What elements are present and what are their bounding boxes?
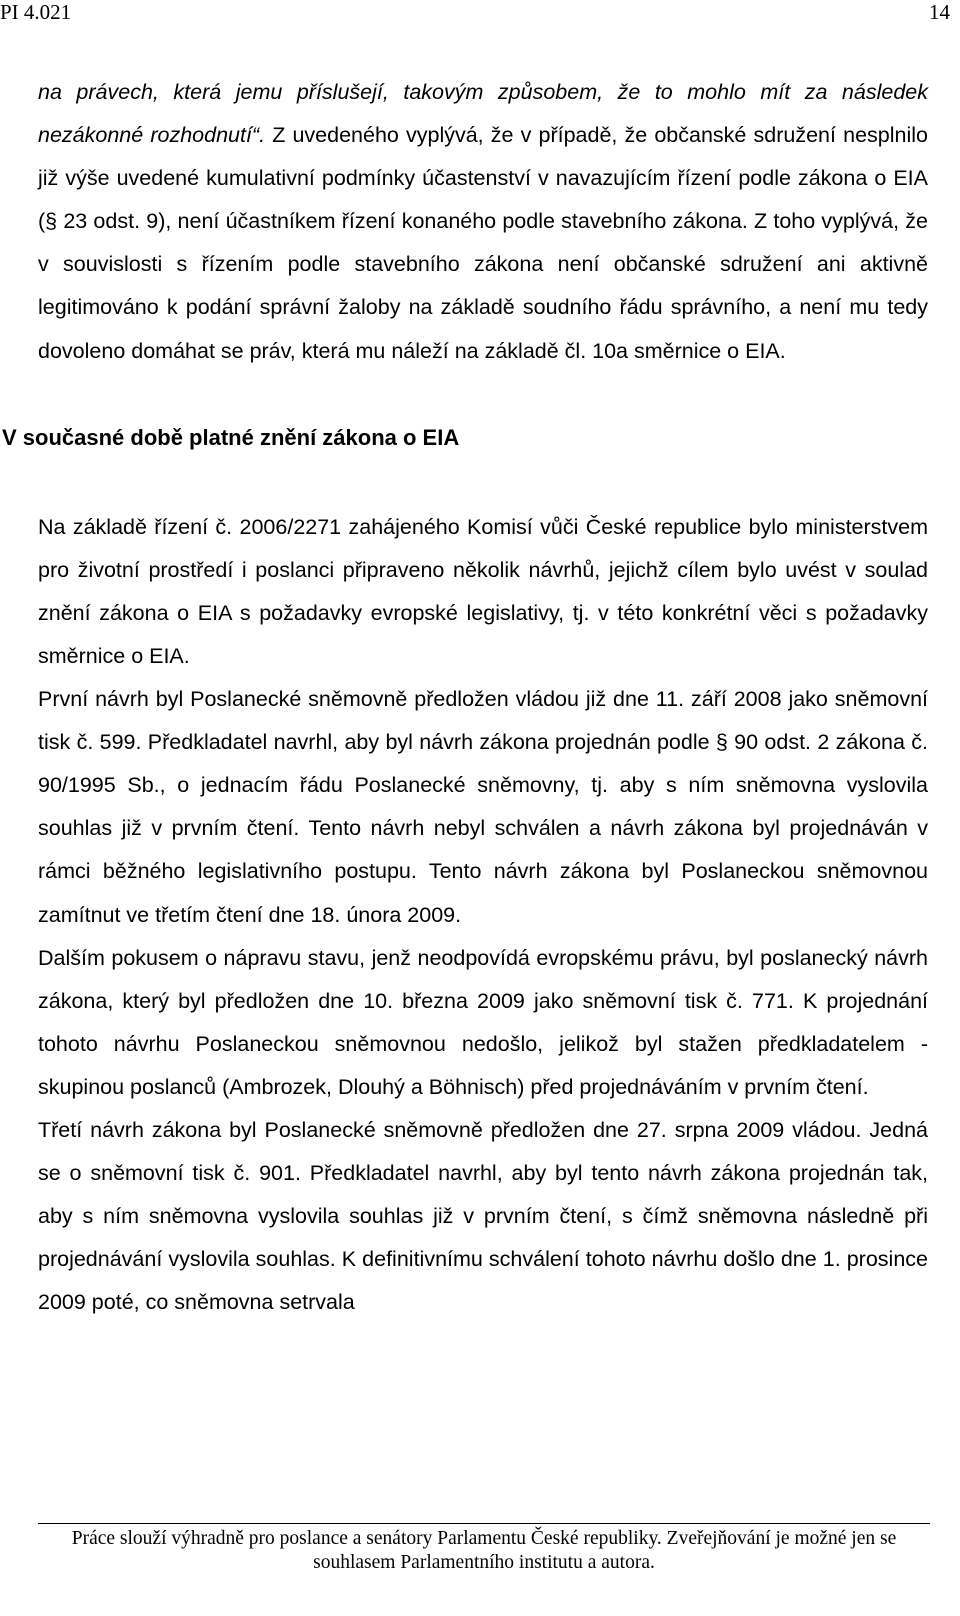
body-text	[2, 71, 928, 1324]
intro-text: Z uvedeného vyplývá, že v případě, že občanské sdružení nesplnilo již výše uvedené kumulativní podmínky účastenství v navazujícím řízení podle zákona o EIA (§ 23 odst. 9), není účastníkem řízení konaného podle stavebního zákona. Z toho vyplývá, že v souvislosti s řízením podle stavebního zákona není občanské sdružení ani aktivně legitimováno k podání správní žaloby na základě soudního řádu správního, a není mu tedy dovoleno domáhat se práv, která mu náleží na základě čl. 10a směrnice o EIA.	[38, 123, 928, 363]
footer-note: Práce slouží výhradně pro poslance a senátory Parlamentu České republiky. Zveřejňování je možné jen se souhlasem Parlamentního institutu a autora.	[71, 1528, 897, 1573]
document-code: PI 4.021	[0, 0, 72, 24]
paragraph-4: Třetí návrh zákona byl Poslanecké sněmovně předložen dne 27. srpna 2009 vládou. Jedná se o sněmovní tisk č. 901. Předkladatel navrhl, aby byl tento návrh zákona projednán tak, aby s ním sněmovna vyslovila souhlas již v prvním čtení, s čímž sněmovna následně při projednávání vyslovila souhlas. K definitivnímu schválení tohoto návrhu došlo dne 1. prosince 2009 poté, co sněmovna setrvala	[38, 1117, 928, 1315]
paragraph-2: První návrh byl Poslanecké sněmovně předložen vládou již dne 11. září 2008 jako sněmovní tisk č. 599. Předkladatel navrhl, aby byl návrh zákona projednán podle § 90 odst. 2 zákona č. 90/1995 Sb., o jednacím řádu Poslanecké sněmovny, tj. aby s ním sněmovna vyslovila souhlas již v prvním čtení. Tento návrh nebyl schválen a návrh zákona byl projednáván v rámci běžného legislativního postupu. Tento návrh zákona byl Poslaneckou sněmovnou zamítnut ve třetím čtení dne 18. února 2009.	[38, 687, 928, 927]
quoted-text: na právech, která jemu příslušejí, takovým způsobem, že to mohlo mít za následek nezákonné rozhodnutí“.	[38, 80, 928, 148]
section-heading: V současné době platné znění zákona o EIA	[2, 424, 460, 450]
page-number: 14	[929, 0, 950, 24]
paragraph-1: Na základě řízení č. 2006/2271 zahájeného Komisí vůči České republice bylo ministerstvem pro životní prostředí i poslanci připraveno několik návrhů, jejichž cílem bylo uvést v soulad znění zákona o EIA s požadavky evropské legislativy, tj. v této konkrétní věci s požadavky směrnice o EIA.	[38, 514, 928, 668]
footer-divider	[38, 1523, 930, 1524]
intro-paragraph	[38, 71, 928, 373]
paragraph-3: Dalším pokusem o nápravu stavu, jenž neodpovídá evropskému právu, byl poslanecký návrh zákona, který byl předložen dne 10. března 2009 jako sněmovní tisk č. 771. K projednání tohoto návrhu Poslaneckou sněmovnou nedošlo, jelikož byl stažen předkladatelem - skupinou poslanců (Ambrozek, Dlouhý a Böhnisch) před projednáváním v prvním čtení.	[38, 945, 928, 1099]
